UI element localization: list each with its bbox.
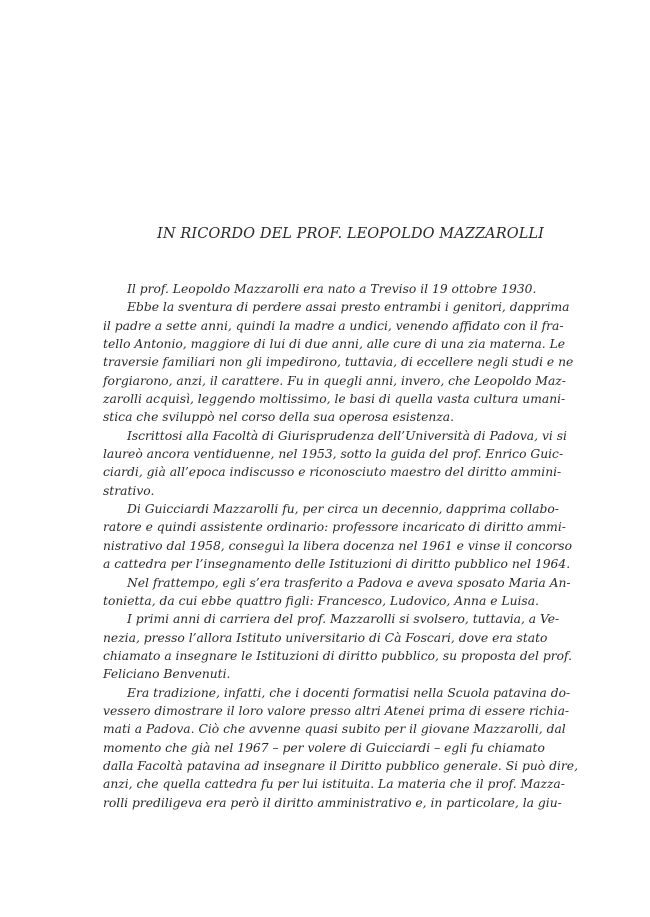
text-line: ratore e quindi assistente ordinario: professore incaricato di diritto ammi- [103,520,566,535]
article-body [103,280,578,812]
text-line: rolli prediligeva era però il diritto amministrativo e, in particolare, la giu- [103,795,562,810]
text-line: Nel frattempo, egli s’era trasferito a Padova e aveva sposato Maria An- [127,575,571,590]
paragraph [103,298,574,426]
text-line: momento che già nel 1967 – per volere di Guicciardi – egli fu chiamato [103,740,545,755]
text-line: Iscrittosi alla Facoltà di Giurisprudenza dell’Università di Padova, vi si [127,428,567,443]
paragraph [103,280,544,298]
text-line: chiamato a insegnare le Istituzioni di diritto pubblico, su proposta del prof. [103,648,573,663]
paragraph [103,574,571,611]
paragraph [103,500,573,573]
text-line: tello Antonio, maggiore di lui di due anni, alle cure di una zia materna. Le [103,337,566,352]
text-line: a cattedra per l’insegnamento delle Istituzioni di diritto pubblico nel 1964. [103,557,571,572]
text-line: Feliciano Benvenuti. [103,667,231,682]
text-line: Di Guicciardi Mazzarolli fu, per circa un decennio, dapprima collabo- [127,502,559,517]
text-line: il padre a sette anni, quindi la madre a undici, venendo affidato con il fra- [103,318,564,333]
text-line: laureò ancora ventiduenne, nel 1953, sotto la guida del prof. Enrico Guic- [103,447,564,462]
text-line: vessero dimostrare il loro valore presso altri Atenei prima di essere richia- [103,703,570,718]
text-line: Ebbe la sventura di perdere assai presto entrambi i genitori, dapprima [127,300,570,315]
text-line: tonietta, da cui ebbe quattro figli: Francesco, Ludovico, Anna e Luisa. [103,593,539,608]
text-line: anzi, che quella cattedra fu per lui istituita. La materia che il prof. Mazza- [103,777,565,792]
text-line: nezia, presso l’allora Istituto universitario di Cà Foscari, dove era stato [103,630,548,645]
text-line: ciardi, già all’epoca indiscusso e riconosciuto maestro del diritto ammini- [103,465,562,480]
text-line: traversie familiari non gli impedirono, tuttavia, di eccellere negli studi e ne [103,355,574,370]
text-line: Il prof. Leopoldo Mazzarolli era nato a Treviso il 19 ottobre 1930. [127,282,537,296]
text-line: I primi anni di carriera del prof. Mazzarolli si svolsero, tuttavia, a Ve- [127,612,560,627]
text-line: zarolli acquisì, leggendo moltissimo, le basi di quella vasta cultura umani- [103,392,566,407]
text-line: Era tradizione, infatti, che i docenti formatisi nella Scuola patavina do- [127,685,571,700]
text-line: dalla Facoltà patavina ad insegnare il Diritto pubblico generale. Si può dire, [103,758,578,773]
paragraph [103,610,573,683]
paragraph [103,684,578,812]
text-line: stica che sviluppò nel corso della sua operosa esistenza. [103,410,455,425]
text-line: nistrativo dal 1958, conseguì la libera docenza nel 1961 e vinse il concorso [103,538,573,553]
text-line: mati a Padova. Ciò che avvenne quasi subito per il giovane Mazzarolli, dal [103,722,566,737]
text-line: strativo. [103,483,155,498]
page-title: IN RICORDO DEL PROF. LEOPOLDO MAZZAROLLI [157,226,544,242]
paragraph [103,427,567,500]
text-line: forgiarono, anzi, il carattere. Fu in quegli anni, invero, che Leopoldo Maz- [103,373,566,388]
